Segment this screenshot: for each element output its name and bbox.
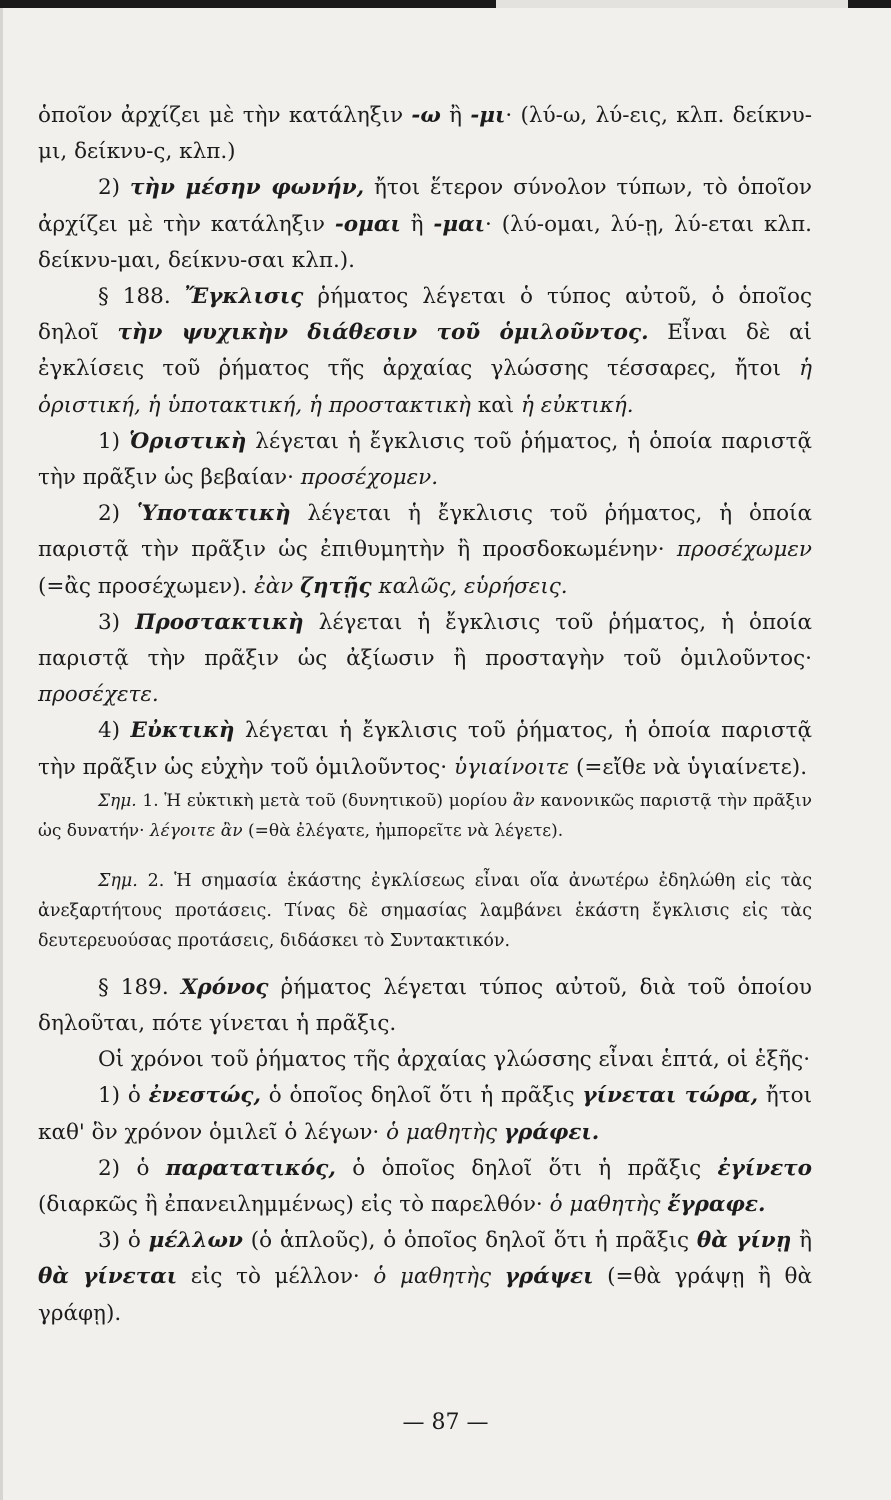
text: ἢ [791, 1228, 812, 1254]
text-bold: γίνεται τώρα, [582, 1083, 759, 1109]
paragraph-section-189 [38, 970, 812, 1042]
text: 2. Ἡ σημασία ἑκάστης ἐγκλίσεως εἶναι οἵα ἀνωτέρω ἐδηλώθη εἰς τὰς ἀνεξαρτήτους προτάσεις. Τίνας δὲ σημασίας λαμβάνει ἑκάστη ἔγκλισις εἰς τὰς δευτερευούσας προτάσεις, διδάσκει τὸ Συντακτικόν. [38, 870, 812, 951]
paragraph-indicative [38, 424, 812, 496]
text-italic: καλῶς, εὑρήσεις. [371, 573, 568, 599]
text: ὁποῖον ἀρχίζει μὲ τὴν κατάληξιν [38, 103, 412, 128]
text: 3) [98, 609, 136, 635]
text: λέγεται ἡ ἔγκλισις τοῦ ῥήματος, ἡ ὁποία παριστᾷ τὴν πρᾶξιν ὡς ἐπιθυμητὴν ἢ προσδοκωμένην· [38, 501, 812, 563]
text-bold: ζητῇς [300, 573, 372, 599]
text-bold: θὰ γίνεται [38, 1264, 178, 1290]
text-bold: Προστακτικὴ [135, 609, 304, 635]
text: 2) ὁ [98, 1155, 166, 1181]
text-bold: -μαι [433, 211, 486, 237]
text-bold: ἔγραφε. [667, 1192, 766, 1218]
paragraph-future [38, 1223, 812, 1332]
text: καὶ [470, 392, 521, 418]
text: ὁ ὁποῖος δηλοῖ ὅτι ἡ πρᾶξις [261, 1083, 583, 1109]
text-bold: παρατατικός, [165, 1155, 336, 1181]
text: ὁ ὁποῖος δηλοῖ ὅτι ἡ πρᾶξις [335, 1155, 718, 1181]
text: κανονικῶς παριστᾷ τὴν πρᾶξιν ὡς δυνατήν· [38, 790, 812, 841]
scan-left-edge [0, 8, 3, 1500]
paragraph-section-188 [38, 279, 812, 424]
text-italic: ὁ μαθητὴς [549, 1192, 668, 1218]
text: ἢ [400, 211, 434, 237]
paragraph-middle-voice [38, 170, 812, 279]
text-italic: ἡ ὁριστική, ἡ ὑποτακτική, ἡ προστακτικὴ [38, 356, 812, 418]
text: · (λύ-ω, λύ-εις, κλπ. δείκνυ-μι, δείκνυ-ς, κλπ.) [38, 103, 812, 165]
text: 1) ὁ [98, 1083, 149, 1109]
text-bold: Ἔγκλισις [184, 284, 304, 310]
text: (ὁ ἁπλοῦς), ὁ ὁποῖος δηλοῖ ὅτι ἡ πρᾶξις [242, 1228, 697, 1254]
paragraph-imperative [38, 605, 812, 714]
text: (=θὰ γράψῃ ἢ θὰ γράφῃ). [38, 1264, 812, 1326]
paragraph-tenses-intro [38, 1042, 812, 1078]
text: (=εἴθε νὰ ὑγιαίνετε). [569, 754, 808, 780]
text: Οἱ χρόνοι τοῦ ῥήματος τῆς ἀρχαίας γλώσσης εἶναι ἑπτά, οἱ ἑξῆς· [98, 1047, 811, 1073]
text-bold: -μι [470, 103, 506, 128]
text-italic: ὁ μαθητὴς [373, 1264, 505, 1290]
paragraph-optative [38, 713, 812, 785]
note-label: Σημ. [98, 870, 138, 891]
text-italic: προσέχομεν. [300, 465, 439, 491]
text-bold: Εὐκτικὴ [130, 718, 235, 744]
text-bold: Ὁριστικὴ [129, 428, 247, 454]
text-bold: μέλλων [148, 1228, 243, 1254]
text-bold: -ομαι [334, 211, 401, 237]
text-bold: τὴν ψυχικὴν διάθεσιν τοῦ ὁμιλοῦντος. [117, 320, 649, 346]
text: § 189. [98, 974, 181, 1000]
note-1 [38, 786, 812, 846]
text: 3) ὁ [98, 1228, 149, 1254]
text: ἤτοι καθ' ὃν χρόνον ὁμιλεῖ ὁ λέγων· [38, 1083, 813, 1145]
text-italic: προσέχωμεν [676, 537, 812, 563]
text: (=θὰ ἐλέγατε, ἠμπορεῖτε νὰ λέγετε). [242, 820, 564, 841]
text: (=ἂς προσέχωμεν). [38, 573, 255, 599]
text-bold: Χρόνος [180, 974, 269, 1000]
note-2 [38, 866, 812, 956]
paragraph-active-voice [38, 98, 812, 170]
text: εἰς τὸ μέλλον· [177, 1264, 374, 1290]
text-bold: ἐνεστώς, [148, 1083, 261, 1109]
paragraph-subjunctive [38, 496, 812, 605]
text: (διαρκῶς ἢ ἐπανειλημμένως) εἰς τὸ παρελθόν· [38, 1192, 550, 1218]
text-italic: λέγοιτε ἂν [149, 820, 243, 841]
text-italic: ὁ μαθητὴς [386, 1119, 504, 1145]
text: 4) [98, 718, 131, 744]
text-italic: ἡ εὐκτική. [521, 392, 634, 418]
text: 1) [98, 428, 130, 454]
page-body [38, 98, 812, 1332]
text: 2) [98, 175, 130, 201]
text-bold: -ω [411, 103, 441, 128]
text: λέγεται ἡ ἔγκλισις τοῦ ῥήματος, ἡ ὁποία παριστᾷ τὴν πρᾶξιν ὡς βεβαίαν· [38, 428, 812, 491]
text: 2) [98, 501, 137, 527]
text: § 188. [98, 284, 185, 310]
text-bold: τὴν μέσην φωνήν, [129, 175, 365, 201]
text: ῥήματος λέγεται ὁ τύπος αὐτοῦ, ὁ ὁποῖος δηλοῖ [38, 284, 812, 346]
text-bold: γράφει. [503, 1119, 600, 1145]
text-italic: ἂν [512, 790, 535, 811]
text: λέγεται ἡ ἔγκλισις τοῦ ῥήματος, ἡ ὁποία παριστᾷ τὴν πρᾶξιν ὡς ἀξίωσιν ἢ προσταγὴν τοῦ ὁμιλοῦντος· [38, 609, 813, 672]
text: λέγεται ἡ ἔγκλισις τοῦ ῥήματος, ἡ ὁποία παριστᾷ τὴν πρᾶξιν ὡς εὐχὴν τοῦ ὁμιλοῦντος· [38, 718, 812, 780]
text-italic: ἐὰν [254, 573, 301, 599]
text: ἢ [440, 103, 471, 128]
text: Εἶναι δὲ αἱ ἐγκλίσεις τοῦ ῥήματος τῆς ἀρχαίας γλώσσης τέσσαρες, ἤτοι [38, 320, 812, 382]
paragraph-imperfect [38, 1151, 812, 1223]
scan-top-border-gap [496, 0, 848, 8]
text-italic: ὑγιαίνοιτε [453, 754, 570, 780]
text-bold: ἐγίνετο [717, 1155, 812, 1181]
text: ῥήματος λέγεται τύπος αὐτοῦ, διὰ τοῦ ὁποίου δηλοῦται, πότε γίνεται ἡ πρᾶξις. [38, 974, 812, 1037]
page-number: — 87 — [402, 1410, 489, 1435]
paragraph-present [38, 1078, 812, 1150]
text: ἤτοι ἕτερον σύνολον τύπων, τὸ ὁποῖον ἀρχίζει μὲ τὴν κατάληξιν [38, 175, 812, 237]
text-bold: θὰ γίνῃ [696, 1228, 792, 1254]
text-bold: Ὑποτακτικὴ [136, 501, 291, 527]
text-bold: γράψει [504, 1264, 594, 1290]
text: · (λύ-ομαι, λύ-ῃ, λύ-εται κλπ. δείκνυ-μαι, δείκνυ-σαι κλπ.). [38, 211, 812, 273]
note-label: Σημ. [98, 790, 137, 811]
text-italic: προσέχετε. [38, 682, 159, 708]
scan-top-border [0, 0, 891, 8]
text: 1. Ἡ εὐκτικὴ μετὰ τοῦ (δυνητικοῦ) μορίου [136, 790, 513, 811]
